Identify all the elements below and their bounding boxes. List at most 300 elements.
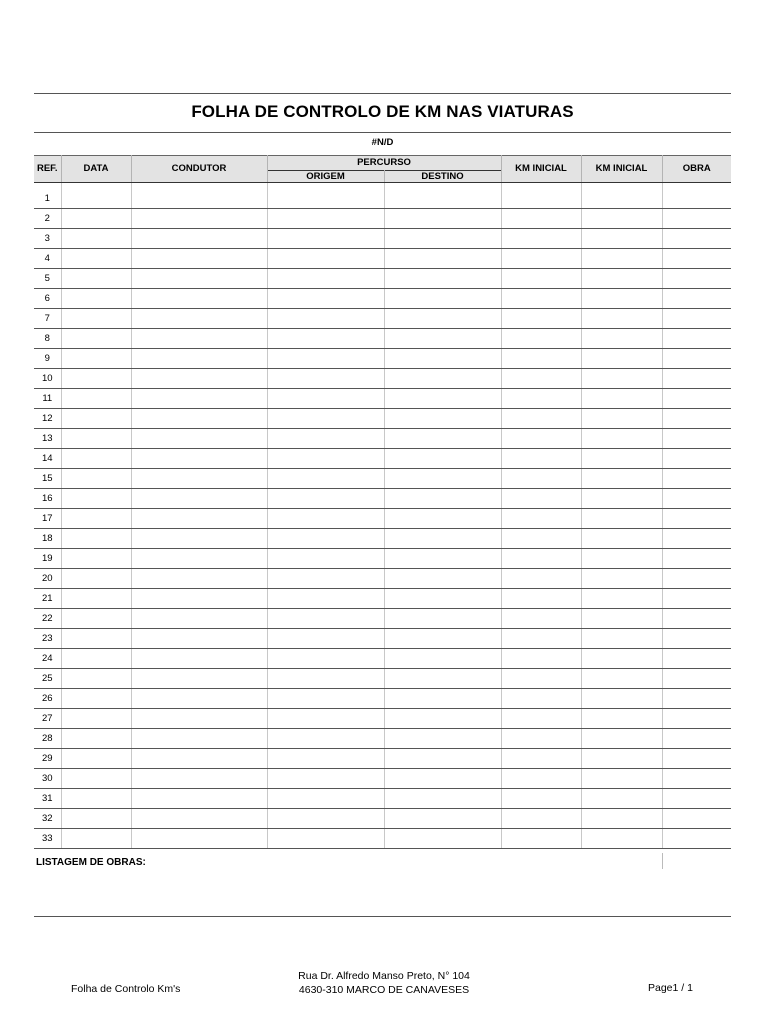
table-cell[interactable] bbox=[581, 669, 662, 689]
table-row bbox=[34, 429, 731, 449]
table-cell[interactable] bbox=[61, 729, 131, 749]
row-ref: 32 bbox=[34, 809, 61, 829]
table-cell[interactable] bbox=[384, 609, 501, 629]
table-row bbox=[34, 269, 731, 289]
table-cell[interactable] bbox=[131, 689, 267, 709]
table-cell[interactable] bbox=[61, 629, 131, 649]
table-cell[interactable] bbox=[267, 729, 384, 749]
table-cell[interactable] bbox=[131, 809, 267, 829]
table-cell[interactable] bbox=[267, 329, 384, 349]
table-cell[interactable] bbox=[267, 569, 384, 589]
table-cell[interactable] bbox=[267, 509, 384, 529]
table-cell[interactable] bbox=[662, 309, 731, 329]
table-cell[interactable] bbox=[61, 209, 131, 229]
table-cell[interactable] bbox=[581, 189, 662, 209]
table-cell[interactable] bbox=[61, 409, 131, 429]
table-cell[interactable] bbox=[267, 309, 384, 329]
table-cell[interactable] bbox=[267, 789, 384, 809]
table-cell[interactable] bbox=[581, 829, 662, 849]
table-cell[interactable] bbox=[384, 229, 501, 249]
table-cell[interactable] bbox=[61, 529, 131, 549]
table-row bbox=[34, 589, 731, 609]
table-cell[interactable] bbox=[61, 369, 131, 389]
table-cell[interactable] bbox=[662, 829, 731, 849]
table-row bbox=[34, 249, 731, 269]
header-obra: OBRA bbox=[662, 156, 731, 183]
table-cell[interactable] bbox=[61, 789, 131, 809]
table-cell[interactable] bbox=[131, 829, 267, 849]
table-cell[interactable] bbox=[267, 489, 384, 509]
table-cell[interactable] bbox=[662, 529, 731, 549]
table-cell[interactable] bbox=[61, 569, 131, 589]
table-cell[interactable] bbox=[662, 209, 731, 229]
table-cell[interactable] bbox=[61, 229, 131, 249]
table-cell[interactable] bbox=[61, 349, 131, 369]
table-cell[interactable] bbox=[501, 829, 581, 849]
table-cell[interactable] bbox=[384, 669, 501, 689]
table-cell[interactable] bbox=[131, 189, 267, 209]
table-cell[interactable] bbox=[581, 209, 662, 229]
row-ref: 33 bbox=[34, 829, 61, 849]
row-ref: 8 bbox=[34, 329, 61, 349]
row-ref: 30 bbox=[34, 769, 61, 789]
table-cell[interactable] bbox=[131, 709, 267, 729]
table-cell[interactable] bbox=[501, 769, 581, 789]
row-ref: 23 bbox=[34, 629, 61, 649]
table-cell[interactable] bbox=[662, 749, 731, 769]
table-cell[interactable] bbox=[581, 289, 662, 309]
table-cell[interactable] bbox=[501, 469, 581, 489]
table-cell[interactable] bbox=[131, 289, 267, 309]
table-row bbox=[34, 729, 731, 749]
table-cell[interactable] bbox=[581, 309, 662, 329]
header-percurso: PERCURSO bbox=[267, 156, 501, 171]
table-cell[interactable] bbox=[501, 589, 581, 609]
table-cell[interactable] bbox=[501, 329, 581, 349]
table-cell[interactable] bbox=[581, 489, 662, 509]
table-cell[interactable] bbox=[131, 269, 267, 289]
table-row bbox=[34, 809, 731, 829]
table-cell[interactable] bbox=[384, 689, 501, 709]
table-cell[interactable] bbox=[131, 249, 267, 269]
km-control-table bbox=[34, 155, 731, 849]
table-cell[interactable] bbox=[61, 309, 131, 329]
table-cell[interactable] bbox=[501, 409, 581, 429]
table-cell[interactable] bbox=[384, 549, 501, 569]
table-cell[interactable] bbox=[384, 429, 501, 449]
table-cell[interactable] bbox=[501, 349, 581, 369]
table-cell[interactable] bbox=[501, 689, 581, 709]
table-cell[interactable] bbox=[61, 769, 131, 789]
table-cell[interactable] bbox=[384, 449, 501, 469]
table-cell[interactable] bbox=[61, 189, 131, 209]
table-cell[interactable] bbox=[61, 809, 131, 829]
table-cell[interactable] bbox=[267, 609, 384, 629]
table-cell[interactable] bbox=[384, 369, 501, 389]
table-cell[interactable] bbox=[131, 649, 267, 669]
table-cell[interactable] bbox=[662, 589, 731, 609]
table-cell[interactable] bbox=[581, 689, 662, 709]
table-cell[interactable] bbox=[267, 809, 384, 829]
table-cell[interactable] bbox=[61, 609, 131, 629]
table-cell[interactable] bbox=[662, 249, 731, 269]
table-cell[interactable] bbox=[131, 609, 267, 629]
table-cell[interactable] bbox=[501, 389, 581, 409]
table-cell[interactable] bbox=[662, 229, 731, 249]
table-cell[interactable] bbox=[501, 369, 581, 389]
table-cell[interactable] bbox=[267, 189, 384, 209]
table-cell[interactable] bbox=[384, 729, 501, 749]
table-cell[interactable] bbox=[581, 569, 662, 589]
table-cell[interactable] bbox=[384, 809, 501, 829]
table-cell[interactable] bbox=[501, 229, 581, 249]
table-cell[interactable] bbox=[384, 189, 501, 209]
table-cell[interactable] bbox=[581, 389, 662, 409]
table-cell[interactable] bbox=[581, 709, 662, 729]
table-cell[interactable] bbox=[267, 409, 384, 429]
table-cell[interactable] bbox=[581, 429, 662, 449]
table-cell[interactable] bbox=[61, 669, 131, 689]
table-cell[interactable] bbox=[662, 629, 731, 649]
table-cell[interactable] bbox=[61, 329, 131, 349]
table-cell[interactable] bbox=[501, 709, 581, 729]
table-row bbox=[34, 569, 731, 589]
table-cell[interactable] bbox=[662, 409, 731, 429]
table-cell[interactable] bbox=[581, 589, 662, 609]
table-cell[interactable] bbox=[501, 609, 581, 629]
table-cell[interactable] bbox=[384, 589, 501, 609]
table-cell[interactable] bbox=[267, 429, 384, 449]
table-cell[interactable] bbox=[501, 729, 581, 749]
table-row bbox=[34, 629, 731, 649]
table-cell[interactable] bbox=[267, 669, 384, 689]
row-ref: 14 bbox=[34, 449, 61, 469]
header-origem: ORIGEM bbox=[267, 171, 384, 183]
row-ref: 31 bbox=[34, 789, 61, 809]
row-ref: 27 bbox=[34, 709, 61, 729]
table-cell[interactable] bbox=[581, 629, 662, 649]
table-cell[interactable] bbox=[131, 769, 267, 789]
table-cell[interactable] bbox=[61, 589, 131, 609]
footer-address bbox=[234, 969, 534, 997]
table-cell[interactable] bbox=[61, 749, 131, 769]
row-ref: 28 bbox=[34, 729, 61, 749]
table-cell[interactable] bbox=[581, 509, 662, 529]
table-cell[interactable] bbox=[662, 569, 731, 589]
table-cell[interactable] bbox=[267, 629, 384, 649]
table-cell[interactable] bbox=[384, 469, 501, 489]
table-cell[interactable] bbox=[384, 409, 501, 429]
table-cell[interactable] bbox=[61, 389, 131, 409]
table-cell[interactable] bbox=[267, 269, 384, 289]
table-cell[interactable] bbox=[662, 329, 731, 349]
table-row bbox=[34, 369, 731, 389]
table-cell[interactable] bbox=[384, 329, 501, 349]
table-cell[interactable] bbox=[581, 409, 662, 429]
table-cell[interactable] bbox=[61, 289, 131, 309]
table-cell[interactable] bbox=[131, 729, 267, 749]
table-row bbox=[34, 209, 731, 229]
header-ref: REF. bbox=[34, 156, 61, 183]
row-ref: 3 bbox=[34, 229, 61, 249]
table-cell[interactable] bbox=[267, 389, 384, 409]
table-row bbox=[34, 409, 731, 429]
table-cell[interactable] bbox=[501, 629, 581, 649]
table-cell[interactable] bbox=[581, 729, 662, 749]
table-row bbox=[34, 829, 731, 849]
table-cell[interactable] bbox=[131, 529, 267, 549]
table-cell[interactable] bbox=[131, 229, 267, 249]
row-ref: 12 bbox=[34, 409, 61, 429]
table-cell[interactable] bbox=[267, 529, 384, 549]
table-cell[interactable] bbox=[662, 809, 731, 829]
table-cell[interactable] bbox=[384, 529, 501, 549]
table-cell[interactable] bbox=[662, 489, 731, 509]
table-row bbox=[34, 529, 731, 549]
table-row bbox=[34, 749, 731, 769]
table-cell[interactable] bbox=[662, 289, 731, 309]
table-cell[interactable] bbox=[267, 769, 384, 789]
table-cell[interactable] bbox=[501, 309, 581, 329]
table-cell[interactable] bbox=[384, 389, 501, 409]
table-cell[interactable] bbox=[662, 189, 731, 209]
table-cell[interactable] bbox=[662, 509, 731, 529]
table-cell[interactable] bbox=[384, 209, 501, 229]
table-row bbox=[34, 609, 731, 629]
table-cell[interactable] bbox=[131, 669, 267, 689]
table-cell[interactable] bbox=[501, 649, 581, 669]
table-cell[interactable] bbox=[662, 609, 731, 629]
table-cell[interactable] bbox=[267, 549, 384, 569]
table-cell[interactable] bbox=[131, 309, 267, 329]
table-cell[interactable] bbox=[384, 269, 501, 289]
table-cell[interactable] bbox=[267, 469, 384, 489]
table-cell[interactable] bbox=[662, 769, 731, 789]
table-cell[interactable] bbox=[61, 469, 131, 489]
table-cell[interactable] bbox=[662, 649, 731, 669]
table-cell[interactable] bbox=[581, 769, 662, 789]
table-cell[interactable] bbox=[131, 549, 267, 569]
table-cell[interactable] bbox=[131, 429, 267, 449]
row-ref: 18 bbox=[34, 529, 61, 549]
table-cell[interactable] bbox=[267, 449, 384, 469]
row-ref: 2 bbox=[34, 209, 61, 229]
row-ref: 20 bbox=[34, 569, 61, 589]
table-cell[interactable] bbox=[267, 589, 384, 609]
table-cell[interactable] bbox=[61, 269, 131, 289]
table-cell[interactable] bbox=[384, 309, 501, 329]
table-cell[interactable] bbox=[384, 749, 501, 769]
table-cell[interactable] bbox=[267, 229, 384, 249]
table-cell[interactable] bbox=[501, 669, 581, 689]
table-cell[interactable] bbox=[267, 829, 384, 849]
table-cell[interactable] bbox=[662, 369, 731, 389]
table-cell[interactable] bbox=[131, 589, 267, 609]
table-row bbox=[34, 709, 731, 729]
table-row bbox=[34, 289, 731, 309]
table-cell[interactable] bbox=[501, 289, 581, 309]
table-cell[interactable] bbox=[662, 669, 731, 689]
table-cell[interactable] bbox=[267, 689, 384, 709]
table-cell[interactable] bbox=[131, 209, 267, 229]
table-cell[interactable] bbox=[267, 209, 384, 229]
table-row bbox=[34, 789, 731, 809]
table-cell[interactable] bbox=[501, 189, 581, 209]
table-cell[interactable] bbox=[131, 489, 267, 509]
table-cell[interactable] bbox=[662, 389, 731, 409]
table-cell[interactable] bbox=[267, 709, 384, 729]
table-cell[interactable] bbox=[581, 249, 662, 269]
table-cell[interactable] bbox=[131, 369, 267, 389]
table-cell[interactable] bbox=[662, 729, 731, 749]
table-row bbox=[34, 309, 731, 329]
table-cell[interactable] bbox=[131, 449, 267, 469]
row-ref: 16 bbox=[34, 489, 61, 509]
table-cell[interactable] bbox=[131, 469, 267, 489]
table-cell[interactable] bbox=[662, 449, 731, 469]
table-row bbox=[34, 189, 731, 209]
table-cell[interactable] bbox=[131, 409, 267, 429]
table-cell[interactable] bbox=[267, 289, 384, 309]
header-condutor: CONDUTOR bbox=[131, 156, 267, 183]
table-cell[interactable] bbox=[662, 349, 731, 369]
table-cell[interactable] bbox=[267, 649, 384, 669]
table-cell[interactable] bbox=[662, 429, 731, 449]
table-cell[interactable] bbox=[384, 629, 501, 649]
table-cell[interactable] bbox=[581, 329, 662, 349]
table-cell[interactable] bbox=[61, 649, 131, 669]
header-km-inicial-2: KM INICIAL bbox=[581, 156, 662, 183]
table-cell[interactable] bbox=[581, 349, 662, 369]
table-cell[interactable] bbox=[131, 349, 267, 369]
table-cell[interactable] bbox=[61, 829, 131, 849]
table-cell[interactable] bbox=[501, 449, 581, 469]
table-cell[interactable] bbox=[581, 749, 662, 769]
table-cell[interactable] bbox=[581, 609, 662, 629]
table-row bbox=[34, 769, 731, 789]
table-cell[interactable] bbox=[501, 269, 581, 289]
table-cell[interactable] bbox=[61, 249, 131, 269]
table-cell[interactable] bbox=[384, 289, 501, 309]
table-cell[interactable] bbox=[662, 549, 731, 569]
table-cell[interactable] bbox=[384, 569, 501, 589]
row-ref: 13 bbox=[34, 429, 61, 449]
table-cell[interactable] bbox=[61, 689, 131, 709]
table-cell[interactable] bbox=[501, 569, 581, 589]
table-row bbox=[34, 229, 731, 249]
table-cell[interactable] bbox=[61, 489, 131, 509]
table-cell[interactable] bbox=[131, 329, 267, 349]
row-ref: 15 bbox=[34, 469, 61, 489]
table-cell[interactable] bbox=[131, 789, 267, 809]
footer-document-name: Folha de Controlo Km's bbox=[71, 983, 181, 995]
table-cell[interactable] bbox=[267, 349, 384, 369]
table-cell[interactable] bbox=[384, 649, 501, 669]
table-row bbox=[34, 449, 731, 469]
table-cell[interactable] bbox=[662, 269, 731, 289]
table-cell[interactable] bbox=[581, 449, 662, 469]
table-cell[interactable] bbox=[61, 549, 131, 569]
listagem-rule bbox=[34, 916, 731, 917]
table-cell[interactable] bbox=[384, 789, 501, 809]
footer-address-line1: Rua Dr. Alfredo Manso Preto, N° 104 bbox=[298, 970, 470, 982]
table-cell[interactable] bbox=[581, 809, 662, 829]
table-cell[interactable] bbox=[581, 549, 662, 569]
table-cell[interactable] bbox=[131, 389, 267, 409]
table-cell[interactable] bbox=[384, 769, 501, 789]
row-ref: 19 bbox=[34, 549, 61, 569]
table-cell[interactable] bbox=[581, 469, 662, 489]
table-cell[interactable] bbox=[581, 269, 662, 289]
table-cell[interactable] bbox=[61, 709, 131, 729]
table-row bbox=[34, 349, 731, 369]
table-cell[interactable] bbox=[131, 569, 267, 589]
table-cell[interactable] bbox=[267, 749, 384, 769]
page-title: FOLHA DE CONTROLO DE KM NAS VIATURAS bbox=[191, 102, 574, 121]
table-cell[interactable] bbox=[501, 249, 581, 269]
table-cell[interactable] bbox=[501, 749, 581, 769]
table-row bbox=[34, 549, 731, 569]
footer-address-line2: 4630-310 MARCO DE CANAVESES bbox=[298, 984, 470, 996]
row-ref: 26 bbox=[34, 689, 61, 709]
table-cell[interactable] bbox=[581, 229, 662, 249]
table-cell[interactable] bbox=[662, 469, 731, 489]
footer-page-number: Page1 / 1 bbox=[648, 982, 693, 994]
table-cell[interactable] bbox=[581, 369, 662, 389]
table-row bbox=[34, 509, 731, 529]
table-cell[interactable] bbox=[501, 789, 581, 809]
table-cell[interactable] bbox=[384, 249, 501, 269]
table-cell[interactable] bbox=[61, 449, 131, 469]
table-cell[interactable] bbox=[384, 829, 501, 849]
table-cell[interactable] bbox=[131, 749, 267, 769]
row-ref: 29 bbox=[34, 749, 61, 769]
table-cell[interactable] bbox=[501, 529, 581, 549]
table-cell[interactable] bbox=[384, 509, 501, 529]
row-ref: 1 bbox=[34, 189, 61, 209]
table-cell[interactable] bbox=[501, 549, 581, 569]
table-cell[interactable] bbox=[501, 509, 581, 529]
table-row bbox=[34, 669, 731, 689]
table-cell[interactable] bbox=[267, 369, 384, 389]
table-cell[interactable] bbox=[384, 489, 501, 509]
table-cell[interactable] bbox=[662, 709, 731, 729]
table-cell[interactable] bbox=[501, 809, 581, 829]
table-cell[interactable] bbox=[581, 789, 662, 809]
table-cell[interactable] bbox=[662, 789, 731, 809]
table-cell[interactable] bbox=[131, 509, 267, 529]
table-row bbox=[34, 469, 731, 489]
table-cell[interactable] bbox=[384, 349, 501, 369]
table-cell[interactable] bbox=[131, 629, 267, 649]
listagem-divider bbox=[662, 853, 663, 869]
table-cell[interactable] bbox=[501, 209, 581, 229]
table-cell[interactable] bbox=[662, 689, 731, 709]
table-cell[interactable] bbox=[501, 429, 581, 449]
table-cell[interactable] bbox=[267, 249, 384, 269]
row-ref: 21 bbox=[34, 589, 61, 609]
table-cell[interactable] bbox=[384, 709, 501, 729]
table-row bbox=[34, 489, 731, 509]
table-row bbox=[34, 689, 731, 709]
table-cell[interactable] bbox=[501, 489, 581, 509]
row-ref: 5 bbox=[34, 269, 61, 289]
row-ref: 6 bbox=[34, 289, 61, 309]
table-cell[interactable] bbox=[61, 509, 131, 529]
table-cell[interactable] bbox=[581, 649, 662, 669]
table-cell[interactable] bbox=[581, 529, 662, 549]
table-cell[interactable] bbox=[61, 429, 131, 449]
